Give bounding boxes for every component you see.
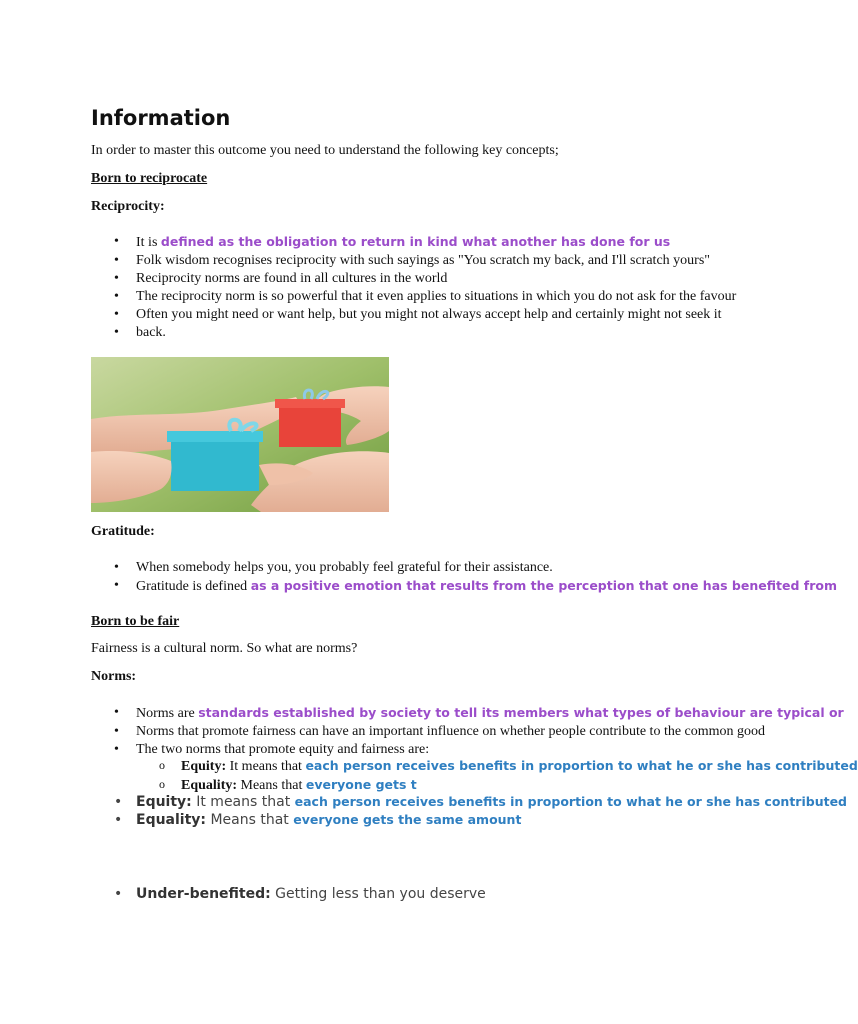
gift-illustration <box>91 357 389 512</box>
list-item: • Reciprocity norms are found in all cultures in the world <box>136 270 736 288</box>
list-item-continuation: • back. <box>136 324 736 342</box>
list-item: • When somebody helps you, you probably feel grateful for their assistance. <box>136 559 837 577</box>
list-item: • Equity: It means that each person receives benefits in proportion to what he or she has contributed <box>136 793 847 811</box>
list-item: • Equality: Means that everyone gets the same amount <box>136 811 847 829</box>
section-heading-reciprocate: Born to reciprocate <box>91 171 208 186</box>
list-item: • Gratitude is defined as a positive emotion that results from the perception that one has benefited from <box>136 577 837 596</box>
list-item: • Folk wisdom recognises reciprocity with such sayings as "You scratch my back, and I'll scratch yours" <box>136 252 736 270</box>
equity-equality-list <box>136 793 847 829</box>
subheading-norms: Norms: <box>91 669 137 684</box>
list-item: • Often you might need or want help, but you might not always accept help and certainly might not seek it <box>136 306 736 324</box>
gift-exchange-image <box>91 357 389 512</box>
page-title: Information <box>91 106 231 130</box>
section-heading-fair: Born to be fair <box>91 614 180 629</box>
list-item: • The reciprocity norm is so powerful that it even applies to situations in which you do not ask for the favour <box>136 288 736 306</box>
gratitude-list <box>136 559 837 596</box>
norms-sublist <box>181 757 858 795</box>
reciprocity-list <box>136 233 736 342</box>
list-item: • It is defined as the obligation to return in kind what another has done for us <box>136 233 736 252</box>
norms-list <box>136 704 844 759</box>
list-item: • Norms that promote fairness can have an important influence on whether people contribute to the common good <box>136 723 844 741</box>
subheading-gratitude: Gratitude: <box>91 524 155 539</box>
under-benefited-list <box>136 885 486 903</box>
fairness-text: Fairness is a cultural norm. So what are norms? <box>91 641 358 656</box>
list-item: • Under-benefited: Getting less than you deserve <box>136 885 486 903</box>
intro-text: In order to master this outcome you need to understand the following key concepts; <box>91 143 559 158</box>
subheading-reciprocity: Reciprocity: <box>91 199 165 214</box>
list-item: • The two norms that promote equity and fairness are: <box>136 741 844 759</box>
list-item: • Norms are standards established by society to tell its members what types of behaviour are typical or <box>136 704 844 723</box>
list-item: o Equity: It means that each person receives benefits in proportion to what he or she has contributed <box>181 757 858 776</box>
list-item: o Equality: Means that everyone gets t <box>181 776 858 795</box>
